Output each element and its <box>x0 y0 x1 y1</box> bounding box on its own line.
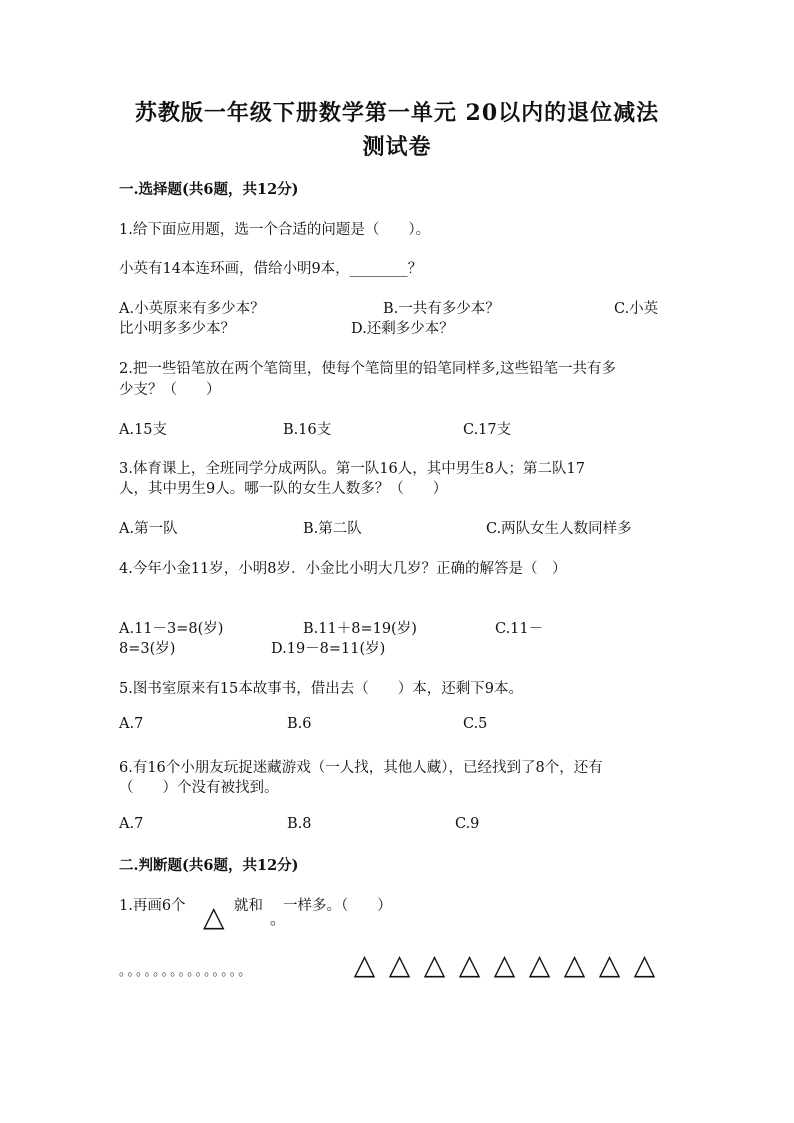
triangle-icon: △ <box>633 948 656 981</box>
circle-row <box>119 960 253 979</box>
circle-icon: 。 <box>221 964 230 979</box>
triangle-icon: △ <box>388 948 411 981</box>
q2-stem: 2.把一些铅笔放在两个笔筒里，使每个笔筒里的铅笔同样多,这些铅笔一共有多 <box>119 361 616 377</box>
triangle-icon: △ <box>353 948 376 981</box>
q3-option-c: C.两队女生人数同样多 <box>486 521 632 537</box>
q6-option-c: C.9 <box>455 816 480 832</box>
q1-option-a: A.小英原来有多少本？ <box>119 301 265 317</box>
q4-option-c: C.11－ <box>495 621 544 637</box>
circle-icon: 。 <box>178 964 188 979</box>
circle-icon: 。 <box>144 964 154 979</box>
circle-icon: 。 <box>187 964 196 979</box>
page-title: 苏教版一年级下册数学第一单元 20以内的退位减法 <box>134 100 660 126</box>
q3-option-a: A.第一队 <box>119 521 178 537</box>
q5-option-a: A.7 <box>119 716 144 732</box>
q4-option-b: B.11＋8=19(岁) <box>303 621 417 637</box>
q1-option-c: C.小英 <box>614 301 659 317</box>
q4-option-c-cont: 8=3(岁) <box>119 641 176 657</box>
triangle-icon: △ <box>458 948 481 981</box>
q6-stem-cont: （ ）个没有被找到。 <box>119 780 279 796</box>
q2-option-b: B.16支 <box>283 422 332 438</box>
circle-icon: 。 <box>195 964 205 979</box>
q3-stem: 3.体育课上，全班同学分成两队。第一队16人，其中男生8人；第二队17 <box>119 461 585 477</box>
circle-icon: 。 <box>238 964 254 979</box>
q4-stem: 4.今年小金11岁，小明8岁．小金比小明大几岁？正确的解答是（ ） <box>119 561 567 577</box>
q1-option-b: B.一共有多少本？ <box>383 301 500 317</box>
q3-stem-cont: 人，其中男生9人。哪一队的女生人数多？（ ） <box>119 481 448 497</box>
circle-icon: 。 <box>170 964 179 979</box>
page-subtitle: 测试卷 <box>362 134 432 160</box>
triangle-row <box>347 950 662 980</box>
circle-icon: 。 <box>161 964 171 979</box>
circle-icon: 。 <box>204 964 213 979</box>
q1-stem: 1.给下面应用题，选一个合适的问题是（ ）。 <box>119 222 431 238</box>
section-heading-choice: 一.选择题(共6题，共12分) <box>119 181 299 198</box>
q2-stem-cont: 少支？（ ） <box>119 382 221 398</box>
q2-option-c: C.17支 <box>463 422 512 438</box>
j1-mid: 就和 <box>234 898 263 914</box>
circle-icon: 。 <box>212 964 222 979</box>
section-heading-judge: 二.判断题(共6题，共12分) <box>119 857 299 874</box>
q1-option-d: D.还剩多少本？ <box>351 321 454 337</box>
q5-stem: 5.图书室原来有15本故事书，借出去（ ）本，还剩下9本。 <box>119 681 524 697</box>
triangle-icon: △ <box>563 948 586 981</box>
circle-icon: 。 <box>136 964 145 979</box>
q5-option-c: C.5 <box>463 716 488 732</box>
q2-option-a: A.15支 <box>119 422 168 438</box>
circle-icon: 。 <box>270 909 287 928</box>
j1-suffix: 一样多。（ ） <box>283 898 392 914</box>
q1-context: 小英有14本连环画，借给小明9本，________？ <box>119 261 423 277</box>
q6-stem: 6.有16个小朋友玩捉迷藏游戏（一人找，其他人藏），已经找到了8个，还有 <box>119 760 603 776</box>
circle-icon: 。 <box>127 964 137 979</box>
triangle-icon: △ <box>493 948 516 981</box>
q6-option-b: B.8 <box>287 816 312 832</box>
q3-option-b: B.第二队 <box>303 521 362 537</box>
circle-icon: 。 <box>229 964 239 979</box>
q4-option-a: A.11－3=8(岁) <box>119 621 224 637</box>
triangle-icon: △ <box>598 948 621 981</box>
circle-icon: 。 <box>119 964 128 979</box>
triangle-icon: △ <box>528 948 551 981</box>
triangle-icon: △ <box>423 948 446 981</box>
j1-prefix: 1.再画6个 <box>119 898 186 914</box>
q4-option-d: D.19－8=11(岁) <box>271 641 386 657</box>
q6-option-a: A.7 <box>119 816 144 832</box>
q1-option-c-cont: 比小明多多少本？ <box>119 321 235 337</box>
circle-icon: 。 <box>153 964 162 979</box>
q5-option-b: B.6 <box>287 716 312 732</box>
triangle-icon: △ <box>203 900 225 933</box>
